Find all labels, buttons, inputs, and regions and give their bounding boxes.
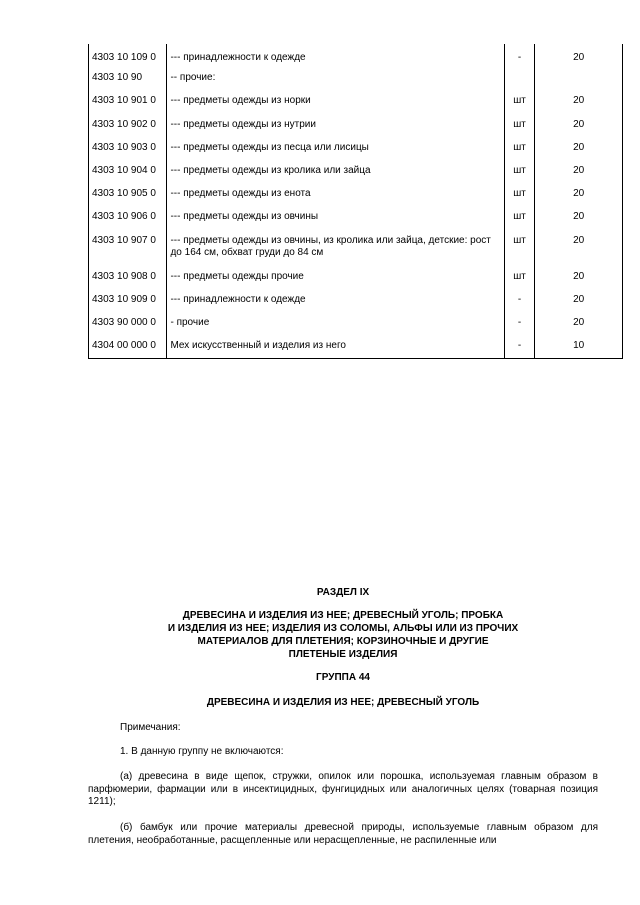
- section-title-line-3: МАТЕРИАЛОВ ДЛЯ ПЛЕТЕНИЯ; КОРЗИНОЧНЫЕ И ДРУГИЕ: [197, 636, 489, 647]
- description-cell: --- принадлежности к одежде: [167, 44, 504, 67]
- tariff-table: [88, 44, 623, 359]
- description-cell: --- предметы одежды из енота: [167, 183, 504, 206]
- code-cell: 4303 10 909 0: [89, 289, 167, 312]
- section-label: РАЗДЕЛ IX: [316, 587, 370, 598]
- code-cell: 4303 10 907 0: [89, 230, 167, 266]
- section-title-line-1: ДРЕВЕСИНА И ИЗДЕЛИЯ ИЗ НЕЕ; ДРЕВЕСНЫЙ УГОЛЬ; ПРОБКА: [182, 610, 504, 621]
- section-title-line-2: И ИЗДЕЛИЯ ИЗ НЕЕ; ИЗДЕЛИЯ ИЗ СОЛОМЫ, АЛЬФЫ ИЛИ ИЗ ПРОЧИХ: [167, 623, 519, 634]
- table-row: [89, 206, 623, 229]
- unit-cell: шт: [504, 183, 535, 206]
- table-row: [89, 137, 623, 160]
- description-cell: -- прочие:: [167, 67, 504, 90]
- unit-cell: шт: [504, 137, 535, 160]
- description-cell: --- предметы одежды из овчины: [167, 206, 504, 229]
- notes-item-b: (б) бамбук или прочие материалы древесной природы, используемые главным образом для плетения, необработанные, расщепленные или нерасщепленные, не распиленные или: [88, 822, 598, 846]
- description-cell: --- принадлежности к одежде: [167, 289, 504, 312]
- table-row: [89, 230, 623, 266]
- code-cell: 4303 10 902 0: [89, 114, 167, 137]
- duty-cell: 20: [535, 160, 623, 183]
- table-row: [89, 183, 623, 206]
- group-title: ДРЕВЕСИНА И ИЗДЕЛИЯ ИЗ НЕЕ; ДРЕВЕСНЫЙ УГОЛЬ: [206, 697, 480, 708]
- group-label: ГРУППА 44: [316, 672, 370, 683]
- table-row: [89, 44, 623, 67]
- duty-cell: 20: [535, 289, 623, 312]
- table-row: [89, 289, 623, 312]
- unit-cell: шт: [504, 160, 535, 183]
- duty-cell: 20: [535, 137, 623, 160]
- description-cell: --- предметы одежды прочие: [167, 266, 504, 289]
- table-row: [89, 312, 623, 335]
- code-cell: 4303 90 000 0: [89, 312, 167, 335]
- code-cell: 4303 10 901 0: [89, 90, 167, 113]
- duty-cell: 10: [535, 335, 623, 358]
- unit-cell: шт: [504, 114, 535, 137]
- duty-cell: 20: [535, 266, 623, 289]
- unit-cell: -: [504, 289, 535, 312]
- unit-cell: шт: [504, 206, 535, 229]
- unit-cell: -: [504, 312, 535, 335]
- duty-cell: 20: [535, 44, 623, 67]
- unit-cell: шт: [504, 90, 535, 113]
- description-cell: Мех искусственный и изделия из него: [167, 335, 504, 358]
- table-row: [89, 114, 623, 137]
- duty-cell: 20: [535, 312, 623, 335]
- code-cell: 4303 10 904 0: [89, 160, 167, 183]
- unit-cell: [504, 67, 535, 90]
- unit-cell: -: [504, 335, 535, 358]
- code-cell: 4303 10 903 0: [89, 137, 167, 160]
- description-cell: --- предметы одежды из нутрии: [167, 114, 504, 137]
- notes-item-1: 1. В данную группу не включаются:: [120, 746, 284, 757]
- duty-cell: [535, 67, 623, 90]
- duty-cell: 20: [535, 206, 623, 229]
- code-cell: 4303 10 905 0: [89, 183, 167, 206]
- description-cell: --- предметы одежды из овчины, из кролика или зайца, детские: рост до 164 см, обхват груди до 84 см: [167, 230, 504, 266]
- table-row: [89, 160, 623, 183]
- description-cell: --- предметы одежды из норки: [167, 90, 504, 113]
- description-cell: - прочие: [167, 312, 504, 335]
- unit-cell: шт: [504, 266, 535, 289]
- unit-cell: шт: [504, 230, 535, 266]
- table-row: [89, 335, 623, 358]
- table-row: [89, 90, 623, 113]
- description-cell: --- предметы одежды из песца или лисицы: [167, 137, 504, 160]
- code-cell: 4303 10 906 0: [89, 206, 167, 229]
- code-cell: 4304 00 000 0: [89, 335, 167, 358]
- duty-cell: 20: [535, 230, 623, 266]
- code-cell: 4303 10 109 0: [89, 44, 167, 67]
- table-row: [89, 67, 623, 90]
- duty-cell: 20: [535, 90, 623, 113]
- duty-cell: 20: [535, 183, 623, 206]
- notes-item-a: (а) древесина в виде щепок, стружки, опилок или порошка, используемая главным образом в парфюмерии, фармации или в инсектицидных, фунгицидных или аналогичных целях (товарная позиция 1211);: [88, 771, 598, 807]
- description-cell: --- предметы одежды из кролика или зайца: [167, 160, 504, 183]
- section-title-line-4: ПЛЕТЕНЫЕ ИЗДЕЛИЯ: [288, 649, 398, 660]
- table-row: [89, 266, 623, 289]
- code-cell: 4303 10 90: [89, 67, 167, 90]
- duty-cell: 20: [535, 114, 623, 137]
- code-cell: 4303 10 908 0: [89, 266, 167, 289]
- notes-heading: Примечания:: [120, 722, 181, 733]
- unit-cell: -: [504, 44, 535, 67]
